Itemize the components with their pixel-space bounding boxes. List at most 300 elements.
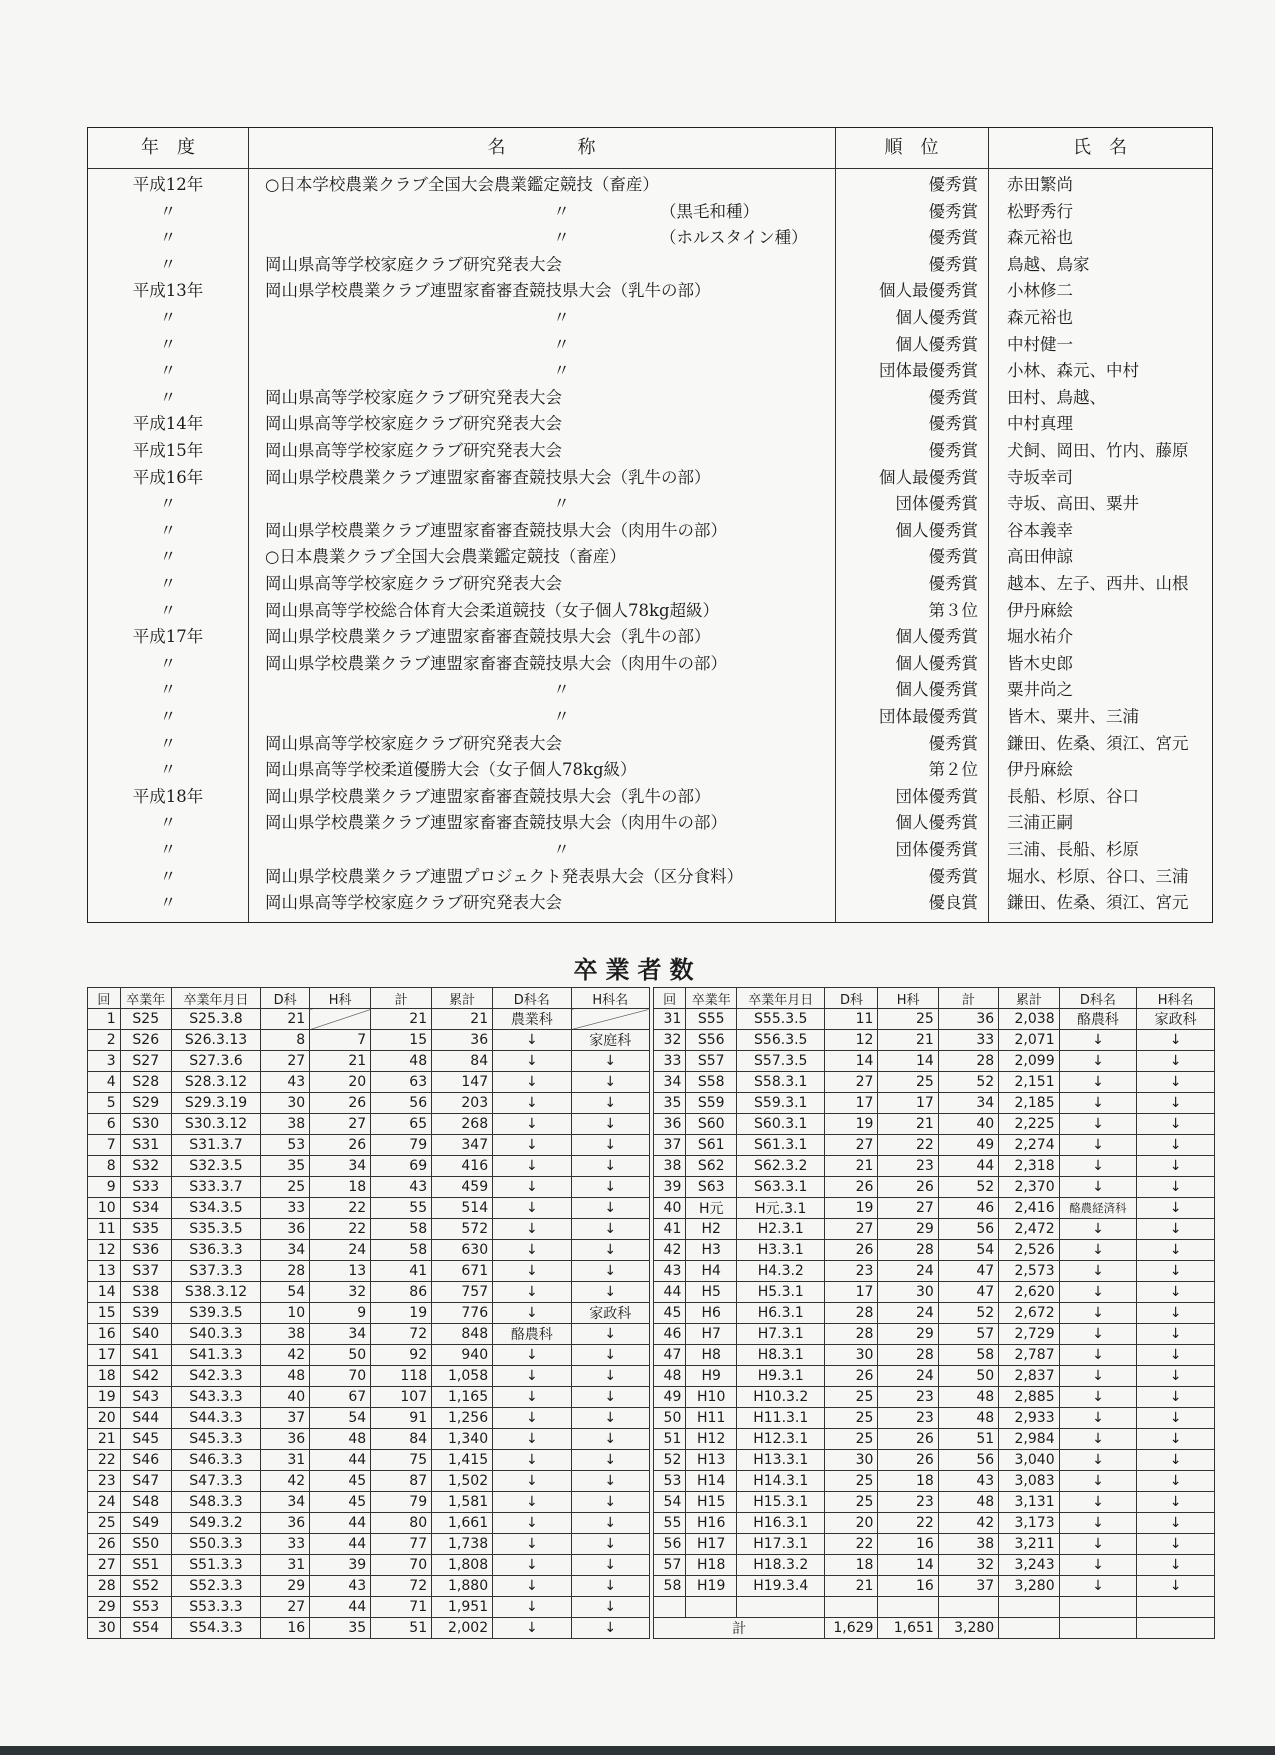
table-cell: 13 xyxy=(310,1261,371,1282)
table-row xyxy=(88,1009,650,1030)
table-cell: 52 xyxy=(938,1303,998,1324)
table-cell: 28 xyxy=(938,1051,998,1072)
award-person: 三浦、長船、杉原 xyxy=(1007,840,1139,859)
table-cell: ↓ xyxy=(493,1093,571,1114)
table-cell xyxy=(310,1009,371,1030)
table-cell xyxy=(938,1597,998,1618)
table-cell: H19 xyxy=(686,1576,737,1597)
table-cell: S35.3.5 xyxy=(171,1219,260,1240)
award-name: 〃 xyxy=(553,228,570,248)
table-cell: ↓ xyxy=(1137,1471,1215,1492)
table-cell: 38 xyxy=(261,1114,310,1135)
table-row xyxy=(88,1093,650,1114)
table-row xyxy=(654,1009,1215,1030)
table-cell: 24 xyxy=(878,1303,938,1324)
table-cell: 92 xyxy=(371,1345,432,1366)
table-cell: S26 xyxy=(120,1030,171,1051)
table-cell: 16 xyxy=(261,1618,310,1639)
table-cell: ↓ xyxy=(571,1618,649,1639)
table-cell: 2,370 xyxy=(999,1177,1059,1198)
awards-header xyxy=(88,128,1212,169)
table-cell: 2,787 xyxy=(999,1345,1059,1366)
table-cell: S42 xyxy=(120,1366,171,1387)
table-cell: ↓ xyxy=(493,1513,571,1534)
award-year: 〃 xyxy=(159,760,177,780)
award-name: 岡山県学校農業クラブ連盟家畜審査競技県大会（乳牛の部） xyxy=(265,281,711,301)
award-person: 越本、左子、西井、山根 xyxy=(1007,574,1189,593)
table-cell: 40 xyxy=(261,1387,310,1408)
table-cell: S43 xyxy=(120,1387,171,1408)
table-row xyxy=(654,1408,1215,1429)
table-cell: ↓ xyxy=(1137,1219,1215,1240)
column-header: 計 xyxy=(938,988,998,1009)
table-cell: ↓ xyxy=(1137,1324,1215,1345)
table-cell: 18 xyxy=(88,1366,121,1387)
table-cell: 3,243 xyxy=(999,1555,1059,1576)
table-cell: ↓ xyxy=(1137,1345,1215,1366)
table-cell: 25 xyxy=(878,1009,938,1030)
table-cell: 15 xyxy=(88,1303,121,1324)
award-rank: 優秀賞 xyxy=(928,733,978,753)
table-cell: ↓ xyxy=(493,1618,571,1639)
table-row xyxy=(88,1135,650,1156)
table-cell: 48 xyxy=(938,1387,998,1408)
award-rank: 第３位 xyxy=(928,600,978,620)
table-cell: 9 xyxy=(310,1303,371,1324)
table-cell: 26 xyxy=(878,1177,938,1198)
table-cell: 29 xyxy=(88,1597,121,1618)
table-cell: S39.3.5 xyxy=(171,1303,260,1324)
table-cell: 26 xyxy=(878,1429,938,1450)
table-cell: 72 xyxy=(371,1324,432,1345)
table-cell: 1 xyxy=(88,1009,121,1030)
table-row xyxy=(88,1051,650,1072)
table-cell: 8 xyxy=(261,1030,310,1051)
table-cell xyxy=(1137,1597,1215,1618)
table-cell: H10 xyxy=(686,1387,737,1408)
table-cell: ↓ xyxy=(493,1471,571,1492)
table-cell: H12.3.1 xyxy=(737,1429,825,1450)
table-cell: ↓ xyxy=(1059,1156,1137,1177)
table-row xyxy=(88,1387,650,1408)
table-cell: 56 xyxy=(371,1093,432,1114)
table-cell: 46 xyxy=(654,1324,686,1345)
table-cell: S49.3.2 xyxy=(171,1513,260,1534)
award-person: 中村真理 xyxy=(1007,414,1073,434)
table-cell: H12 xyxy=(686,1429,737,1450)
table-cell: S57.3.5 xyxy=(737,1051,825,1072)
table-cell: S59 xyxy=(686,1093,737,1114)
table-cell: ↓ xyxy=(571,1366,649,1387)
table-cell xyxy=(878,1597,938,1618)
table-cell: S53.3.3 xyxy=(171,1597,260,1618)
table-cell: S51 xyxy=(120,1555,171,1576)
table-cell: 79 xyxy=(371,1492,432,1513)
table-cell: ↓ xyxy=(493,1177,571,1198)
award-person: 田村、鳥越、 xyxy=(1007,387,1106,407)
table-cell: ↓ xyxy=(493,1303,571,1324)
table-cell: 25 xyxy=(825,1429,878,1450)
table-cell: 52 xyxy=(938,1177,998,1198)
table-cell: S62.3.2 xyxy=(737,1156,825,1177)
table-cell: 80 xyxy=(371,1513,432,1534)
header-rank: 順 位 xyxy=(884,137,939,158)
table-cell: ↓ xyxy=(493,1408,571,1429)
award-year: 〃 xyxy=(159,653,177,673)
table-cell: ↓ xyxy=(493,1429,571,1450)
table-cell: ↓ xyxy=(1059,1429,1137,1450)
award-year: 平成15年 xyxy=(132,441,204,460)
table-cell: S31.3.7 xyxy=(171,1135,260,1156)
table-cell: 54 xyxy=(261,1282,310,1303)
table-cell: ↓ xyxy=(1059,1135,1137,1156)
table-cell: 31 xyxy=(654,1009,686,1030)
table-cell: 2,225 xyxy=(999,1114,1059,1135)
table-cell: 49 xyxy=(938,1135,998,1156)
table-cell: H11 xyxy=(686,1408,737,1429)
table-cell: 22 xyxy=(878,1513,938,1534)
table-cell: 36 xyxy=(261,1219,310,1240)
table-cell: 34 xyxy=(261,1492,310,1513)
table-cell: 9 xyxy=(88,1177,121,1198)
table-cell: ↓ xyxy=(1059,1450,1137,1471)
table-cell: ↓ xyxy=(571,1597,649,1618)
table-cell: 147 xyxy=(432,1072,493,1093)
table-cell: H9.3.1 xyxy=(737,1366,825,1387)
table-cell: 2,672 xyxy=(999,1303,1059,1324)
column-header: D科名 xyxy=(1059,988,1137,1009)
award-name: 岡山県学校農業クラブ連盟家畜審査競技県大会（乳牛の部） xyxy=(265,467,711,487)
table-cell: 23 xyxy=(825,1261,878,1282)
table-cell: 2,837 xyxy=(999,1366,1059,1387)
award-year: 〃 xyxy=(159,813,177,833)
table-cell: ↓ xyxy=(493,1597,571,1618)
table-cell: ↓ xyxy=(493,1030,571,1051)
graduates-table-left xyxy=(87,987,650,1639)
column-header: H科 xyxy=(878,988,938,1009)
award-year: 〃 xyxy=(159,361,177,381)
table-cell: 35 xyxy=(654,1093,686,1114)
table-cell: 514 xyxy=(432,1198,493,1219)
table-cell: 32 xyxy=(310,1282,371,1303)
table-cell: S27 xyxy=(120,1051,171,1072)
header-person: 氏 名 xyxy=(1073,137,1127,158)
table-cell: S31 xyxy=(120,1135,171,1156)
award-name: 岡山県高等学校家庭クラブ研究発表大会 xyxy=(265,441,562,460)
table-cell: S46 xyxy=(120,1450,171,1471)
table-row xyxy=(654,1324,1215,1345)
column-header: 卒業年 xyxy=(120,988,171,1009)
table-cell: 23 xyxy=(878,1408,938,1429)
table-cell: 6 xyxy=(88,1114,121,1135)
table-cell: 3,280 xyxy=(999,1576,1059,1597)
table-cell: S61.3.1 xyxy=(737,1135,825,1156)
table-cell: H15 xyxy=(686,1492,737,1513)
table-cell: 37 xyxy=(261,1408,310,1429)
award-year: 〃 xyxy=(159,308,177,327)
table-cell: ↓ xyxy=(493,1240,571,1261)
table-cell: ↓ xyxy=(571,1408,649,1429)
award-row xyxy=(88,731,1212,758)
table-cell: S52 xyxy=(120,1576,171,1597)
table-cell: ↓ xyxy=(493,1219,571,1240)
table-cell: 25 xyxy=(825,1408,878,1429)
award-person: 粟井尚之 xyxy=(1007,680,1073,700)
table-cell: 43 xyxy=(310,1576,371,1597)
table-cell: S26.3.13 xyxy=(171,1030,260,1051)
award-person: 寺坂、高田、粟井 xyxy=(1007,494,1139,514)
table-cell: S32.3.5 xyxy=(171,1156,260,1177)
table-cell: ↓ xyxy=(1137,1261,1215,1282)
table-cell: 28 xyxy=(878,1345,938,1366)
table-row xyxy=(88,1282,650,1303)
table-cell: 44 xyxy=(654,1282,686,1303)
table-cell: ↓ xyxy=(493,1366,571,1387)
award-person: 中村健一 xyxy=(1007,334,1073,354)
table-cell: 11 xyxy=(825,1009,878,1030)
table-cell: 34 xyxy=(310,1324,371,1345)
table-cell: 3,173 xyxy=(999,1513,1059,1534)
table-cell: 18 xyxy=(310,1177,371,1198)
table-cell: 41 xyxy=(654,1219,686,1240)
table-cell: S56.3.5 xyxy=(737,1030,825,1051)
table-cell: 776 xyxy=(432,1303,493,1324)
table-cell xyxy=(686,1597,737,1618)
table-cell: H7.3.1 xyxy=(737,1324,825,1345)
table-row xyxy=(88,1156,650,1177)
table-cell: 35 xyxy=(261,1156,310,1177)
table-cell: S30 xyxy=(120,1114,171,1135)
table-cell: 56 xyxy=(938,1450,998,1471)
table-cell: 71 xyxy=(371,1597,432,1618)
table-cell: 19 xyxy=(825,1114,878,1135)
award-row xyxy=(88,677,1212,704)
table-row xyxy=(88,1303,650,1324)
table-cell: S49 xyxy=(120,1513,171,1534)
award-rank: 団体最優秀賞 xyxy=(879,361,978,381)
award-year: 平成12年 xyxy=(132,175,204,194)
award-row xyxy=(88,784,1212,811)
award-row xyxy=(88,199,1212,226)
table-row xyxy=(654,1534,1215,1555)
table-row xyxy=(654,1114,1215,1135)
award-row xyxy=(88,305,1212,332)
table-cell: ↓ xyxy=(1059,1324,1137,1345)
award-person: 皆木史郎 xyxy=(1007,653,1073,673)
table-cell: 21 xyxy=(825,1576,878,1597)
table-cell: 43 xyxy=(371,1177,432,1198)
award-year: 平成17年 xyxy=(132,627,204,647)
table-cell: S25 xyxy=(120,1009,171,1030)
award-person: 堀水祐介 xyxy=(1007,627,1073,647)
table-cell: 30 xyxy=(825,1450,878,1471)
award-name: 〃 xyxy=(553,707,570,726)
table-cell: S34.3.5 xyxy=(171,1198,260,1219)
table-cell: 2,573 xyxy=(999,1261,1059,1282)
table-cell: ↓ xyxy=(571,1345,649,1366)
table-cell: 34 xyxy=(261,1240,310,1261)
award-year: 平成18年 xyxy=(132,786,204,806)
award-year: 〃 xyxy=(159,520,177,540)
table-cell: 44 xyxy=(310,1534,371,1555)
table-cell: 58 xyxy=(371,1240,432,1261)
table-cell: ↓ xyxy=(571,1198,649,1219)
award-name: 岡山県高等学校柔道優勝大会（女子個人78kg級） xyxy=(265,760,637,780)
table-cell: S33 xyxy=(120,1177,171,1198)
table-cell: ↓ xyxy=(1137,1555,1215,1576)
column-header: 卒業年月日 xyxy=(171,988,260,1009)
table-cell: H14.3.1 xyxy=(737,1471,825,1492)
table-cell: S45.3.3 xyxy=(171,1429,260,1450)
table-cell: ↓ xyxy=(1059,1534,1137,1555)
table-cell: 24 xyxy=(310,1240,371,1261)
award-rank: 優秀賞 xyxy=(928,387,978,407)
table-cell: 3,040 xyxy=(999,1450,1059,1471)
table-cell: S53 xyxy=(120,1597,171,1618)
table-cell: 56 xyxy=(654,1534,686,1555)
table-cell: 17 xyxy=(825,1282,878,1303)
award-person: 森元裕也 xyxy=(1007,228,1073,248)
table-cell: 14 xyxy=(825,1051,878,1072)
table-cell: S59.3.1 xyxy=(737,1093,825,1114)
award-person: 長船、杉原、谷口 xyxy=(1007,786,1139,806)
table-cell: 30 xyxy=(878,1282,938,1303)
table-cell: 23 xyxy=(878,1492,938,1513)
table-cell: ↓ xyxy=(1059,1387,1137,1408)
award-name: 〃 xyxy=(553,494,570,514)
table-row xyxy=(88,1219,650,1240)
award-rank: 個人優秀賞 xyxy=(895,334,978,354)
table-cell: ↓ xyxy=(493,1555,571,1576)
table-cell: ↓ xyxy=(571,1429,649,1450)
table-cell: 54 xyxy=(310,1408,371,1429)
table-cell: 25 xyxy=(88,1513,121,1534)
table-cell: H6.3.1 xyxy=(737,1303,825,1324)
table-cell: ↓ xyxy=(1137,1513,1215,1534)
table-cell: 1,581 xyxy=(432,1492,493,1513)
table-cell: 55 xyxy=(654,1513,686,1534)
table-cell: 26 xyxy=(310,1093,371,1114)
table-cell: 26 xyxy=(825,1366,878,1387)
award-year: 〃 xyxy=(159,574,177,593)
table-row xyxy=(88,1597,650,1618)
table-cell: 41 xyxy=(371,1261,432,1282)
table-cell: 50 xyxy=(310,1345,371,1366)
table-cell: H15.3.1 xyxy=(737,1492,825,1513)
award-name: 〃 xyxy=(553,680,570,700)
table-cell: 27 xyxy=(310,1114,371,1135)
table-cell: 51 xyxy=(654,1429,686,1450)
table-cell: 47 xyxy=(654,1345,686,1366)
table-cell: ↓ xyxy=(1059,1177,1137,1198)
table-cell: 2,526 xyxy=(999,1240,1059,1261)
table-cell: 39 xyxy=(310,1555,371,1576)
table-cell: H元.3.1 xyxy=(737,1198,825,1219)
award-person: 三浦正嗣 xyxy=(1007,813,1073,833)
table-cell: 2,151 xyxy=(999,1072,1059,1093)
table-cell: 572 xyxy=(432,1219,493,1240)
table-cell: 酪農科 xyxy=(1059,1009,1137,1030)
table-cell: ↓ xyxy=(571,1051,649,1072)
table-cell: 5 xyxy=(88,1093,121,1114)
table-cell: S58.3.1 xyxy=(737,1072,825,1093)
table-cell: S35 xyxy=(120,1219,171,1240)
table-cell: 268 xyxy=(432,1114,493,1135)
table-cell: ↓ xyxy=(1137,1303,1215,1324)
award-year: 〃 xyxy=(159,893,177,913)
table-row xyxy=(654,1093,1215,1114)
table-cell: 203 xyxy=(432,1093,493,1114)
table-cell: ↓ xyxy=(1059,1471,1137,1492)
award-row xyxy=(88,544,1212,571)
column-header: H科 xyxy=(310,988,371,1009)
award-name: 岡山県高等学校総合体育大会柔道競技（女子個人78kg超級） xyxy=(265,600,720,620)
table-cell: 48 xyxy=(654,1366,686,1387)
table-cell: ↓ xyxy=(493,1072,571,1093)
table-row xyxy=(88,1513,650,1534)
award-row xyxy=(88,172,1212,199)
award-year: 平成13年 xyxy=(132,281,204,301)
table-cell: 84 xyxy=(371,1429,432,1450)
column-header: 卒業年月日 xyxy=(737,988,825,1009)
table-cell: 48 xyxy=(261,1366,310,1387)
table-cell: 27 xyxy=(825,1219,878,1240)
table-cell: 21 xyxy=(878,1114,938,1135)
awards-table xyxy=(87,127,1213,923)
table-cell: ↓ xyxy=(493,1492,571,1513)
table-cell: 25 xyxy=(261,1177,310,1198)
table-cell: 38 xyxy=(261,1324,310,1345)
table-row xyxy=(654,1492,1215,1513)
award-year: 〃 xyxy=(159,387,177,407)
table-row xyxy=(654,1576,1215,1597)
table-cell: H19.3.4 xyxy=(737,1576,825,1597)
award-name: 岡山県学校農業クラブ連盟家畜審査競技県大会（肉用牛の部） xyxy=(265,813,727,833)
table-cell: ↓ xyxy=(1137,1282,1215,1303)
table-cell: ↓ xyxy=(493,1156,571,1177)
table-cell: S45 xyxy=(120,1429,171,1450)
table-cell: 53 xyxy=(654,1471,686,1492)
table-cell xyxy=(1059,1618,1137,1639)
table-cell: H元 xyxy=(686,1198,737,1219)
award-row xyxy=(88,890,1212,917)
table-row xyxy=(88,1534,650,1555)
award-year: 〃 xyxy=(159,733,177,753)
table-cell: S37 xyxy=(120,1261,171,1282)
table-cell: S61 xyxy=(686,1135,737,1156)
award-name: 岡山県高等学校家庭クラブ研究発表大会 xyxy=(265,387,562,407)
table-cell: 36 xyxy=(432,1030,493,1051)
header-name: 名 称 xyxy=(487,137,596,158)
table-cell: H6 xyxy=(686,1303,737,1324)
table-cell: S55 xyxy=(686,1009,737,1030)
table-cell: 1,661 xyxy=(432,1513,493,1534)
table-cell: 38 xyxy=(938,1534,998,1555)
table-row xyxy=(88,1576,650,1597)
scan-edge xyxy=(0,1746,1275,1755)
table-cell: H13.3.1 xyxy=(737,1450,825,1471)
graduates-title: 卒業者数 xyxy=(573,956,702,984)
table-cell: 18 xyxy=(878,1471,938,1492)
table-cell: 1,738 xyxy=(432,1534,493,1555)
award-rank: 団体優秀賞 xyxy=(895,494,978,514)
table-row xyxy=(88,1240,650,1261)
table-cell: S42.3.3 xyxy=(171,1366,260,1387)
award-year: 〃 xyxy=(159,707,177,726)
table-row xyxy=(88,1345,650,1366)
table-cell: H16.3.1 xyxy=(737,1513,825,1534)
table-cell: S33.3.7 xyxy=(171,1177,260,1198)
